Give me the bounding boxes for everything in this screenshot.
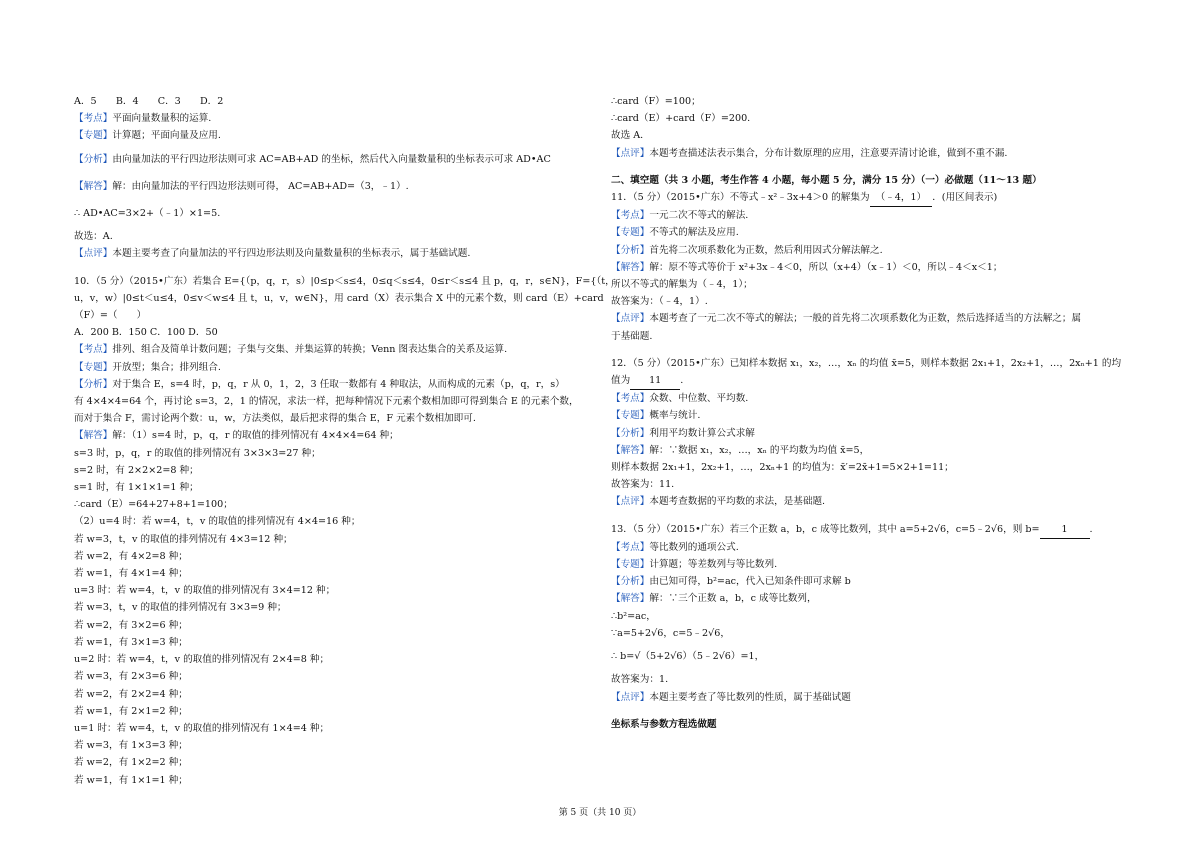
line-text: 若 w=1，有 4×1=4 种；: [74, 568, 188, 580]
text-line: [74, 531, 596, 548]
text-line: [611, 93, 1131, 110]
line-text: 13．（5 分）（2015•广东）若三个正数 a，b，c 成等比数列，其中 a=5+2√6，c=5﹣2√6，则 b=: [611, 523, 1040, 535]
line-text: s=3 时，p，q，r 的取值的排列情况有 3×3×3=27 种；: [74, 447, 321, 459]
section-tag: 【解答】: [74, 180, 113, 192]
text-line: [74, 686, 596, 703]
line-text-tail: .: [680, 375, 684, 387]
line-text: ∴ b=√（5+2√6）（5﹣2√6）=1，: [611, 651, 765, 663]
line-text: 若 w=3，t，v 的取值的排列情况有 3×3=9 种；: [74, 602, 287, 614]
line-text: 11．（5 分）（2015•广东）不等式﹣x²﹣3x+4＞0 的解集为: [611, 192, 870, 204]
line-text: 等比数列的通项公式.: [649, 541, 739, 553]
text-line: [74, 151, 596, 168]
text-line: [611, 476, 1131, 493]
text-line: [611, 259, 1131, 276]
text-line: [611, 689, 1131, 706]
line-text: 故答案为：（﹣4，1）.: [611, 296, 708, 308]
text-line: [74, 324, 596, 341]
text-line: [611, 608, 1131, 625]
line-text: 一元二次不等式的解法.: [649, 210, 749, 222]
line-text: 平面向量数量积的运算.: [112, 113, 212, 125]
text-line: [74, 273, 615, 290]
text-line: [74, 651, 596, 668]
text-line: [611, 293, 1131, 310]
line-text: （F）=（ ）: [74, 310, 147, 322]
spacer: [74, 195, 596, 205]
line-text: ∴b²=ac，: [611, 610, 656, 622]
line-text: 本题主要考查了等比数列的性质，属于基础试题: [649, 691, 851, 703]
text-line: [74, 127, 596, 144]
line-text-tail: .: [1089, 523, 1093, 535]
line-text: 若 w=2，有 2×2=4 种；: [74, 688, 188, 700]
line-text: 解：∵数据 x₁，x₂，…，xₙ 的平均数为均值 x̄=5，: [649, 444, 870, 456]
text-line: [611, 372, 1131, 390]
line-text: 若 w=3，有 2×3=6 种；: [74, 671, 188, 683]
section-tag: 【分析】: [611, 576, 650, 588]
line-text: 解：由向量加法的平行四边形法则可得， AC=AB+AD=（3，﹣1）.: [112, 180, 409, 192]
text-line: [611, 328, 1131, 345]
line-text: 若 w=2，有 1×2=2 种；: [74, 757, 188, 769]
line-text: ∴card（E）+card（F）=200.: [611, 113, 751, 125]
line-text: 故答案为：1.: [611, 674, 669, 686]
line-text: u=2 时：若 w=4，t，v 的取值的排列情况有 2×4=8 种；: [74, 654, 330, 666]
text-line: [611, 625, 1131, 642]
section-tag: 【专题】: [611, 559, 650, 571]
answer-blank: （﹣4，1）: [870, 189, 933, 207]
text-line: [74, 617, 596, 634]
line-text: 解：（1）s=4 时，p，q，r 的取值的排列情况有 4×4×4=64 种；: [112, 430, 399, 442]
line-text: 本题考查了一元二次不等式的解法；一般的首先将二次项系数化为正数，然后选择适当的方法解之；属: [649, 313, 1082, 325]
line-text: 若 w=3，有 1×3=3 种；: [74, 740, 188, 752]
spacer: [611, 706, 1131, 716]
line-text: 排列、组合及简单计数问题；子集与交集、并集运算的转换；Venn 图表达集合的关系及运算.: [112, 344, 508, 356]
text-line: [74, 307, 596, 324]
text-line: [611, 242, 1131, 259]
line-text: 则样本数据 2x₁+1，2x₂+1，…，2xₙ+1 的均值为：x̄′=2x̄+1=5×2+1=11；: [611, 462, 954, 474]
text-line: [611, 407, 1131, 424]
spacer: [611, 511, 1131, 521]
line-text: 值为: [611, 375, 631, 387]
section-tag: 【解答】: [611, 593, 650, 605]
text-line: [74, 178, 596, 195]
text-line: [611, 493, 1131, 510]
line-text: ∴card（F）=100；: [611, 96, 701, 107]
text-line: [611, 276, 1131, 293]
text-line: [611, 189, 1131, 207]
section-tag: 【专题】: [74, 130, 113, 142]
section-tag: 【点评】: [611, 313, 650, 325]
line-text: 故选 A.: [611, 130, 644, 142]
text-line: [611, 442, 1131, 459]
text-line: [611, 671, 1131, 688]
section-tag: 【点评】: [611, 496, 650, 508]
line-text: 若 w=2，有 4×2=8 种；: [74, 550, 188, 562]
line-text: 计算题；等差数列与等比数列.: [649, 559, 778, 571]
section-tag: 【分析】: [74, 378, 113, 390]
section-tag: 【考点】: [74, 113, 113, 125]
text-line: [74, 754, 596, 771]
line-text: u，v，w）|0≤t＜u≤4，0≤v＜w≤4 且 t，u，v，w∈N}，用 card（X）表示集合 X 中的元素个数，则 card（E）+card: [74, 292, 604, 304]
line-text: 故选：A.: [74, 231, 113, 243]
section-tag: 【专题】: [611, 227, 650, 239]
line-text: 二、填空题（共 3 小题，考生作答 4 小题，每小题 5 分，满分 15 分）（一）必做题（11～13 题）: [611, 174, 1042, 186]
spacer: [611, 162, 1131, 172]
text-line: [611, 573, 1131, 590]
line-text: 而对于集合 F，需讨论两个数：u，w，方法类似，最后把求得的集合 E，F 元素个数相加即可.: [74, 413, 476, 425]
page-footer: 第 5 页（共 10 页）: [558, 808, 642, 818]
section-tag: 【分析】: [611, 427, 650, 439]
text-line: [74, 376, 596, 393]
line-text: 对于集合 E，s=4 时，p，q，r 从 0，1，2，3 任取一数都有 4 种取法，从而构成的元素（p，q，r，s）: [112, 378, 565, 390]
line-text: 不等式的解法及应用.: [649, 227, 739, 239]
section-tag: 【考点】: [611, 210, 650, 222]
line-text: s=2 时，有 2×2×2=8 种；: [74, 464, 199, 476]
section-tag: 【考点】: [74, 344, 113, 356]
left-column: [74, 93, 615, 789]
text-line: [74, 513, 596, 530]
line-text: 故答案为：11.: [611, 479, 675, 491]
line-text: 本题考查描述法表示集合，分布计数原理的应用，注意要弄清讨论谁，做到不重不漏.: [649, 147, 1008, 159]
section-heading: [611, 716, 1131, 733]
text-line: [611, 224, 1131, 241]
text-line: [611, 207, 1131, 224]
text-line: [74, 228, 596, 245]
text-line: [74, 393, 596, 410]
line-text: A．5 B．4 C．3 D．2: [74, 96, 224, 107]
line-text: 若 w=1，有 1×1=1 种；: [74, 774, 188, 786]
section-tag: 【点评】: [611, 691, 650, 703]
line-text: 首先将二次项系数化为正数，然后利用因式分解法解之.: [649, 244, 883, 256]
line-text: （2）u=4 时：若 w=4，t，v 的取值的排列情况有 4×4=16 种；: [74, 516, 361, 528]
line-text: 解：∵三个正数 a，b，c 成等比数列，: [649, 593, 817, 605]
text-line: [74, 462, 596, 479]
text-line: [74, 496, 596, 513]
spacer: [74, 263, 596, 273]
section-tag: 【解答】: [74, 430, 113, 442]
text-line: [611, 539, 1131, 556]
section-tag: 【考点】: [611, 541, 650, 553]
text-line: [74, 582, 596, 599]
line-text: 解：原不等式等价于 x²+3x﹣4＜0，所以（x+4）（x﹣1）＜0，所以﹣4＜x＜1；: [649, 261, 1003, 273]
line-text: 于基础题.: [611, 330, 653, 342]
line-text: 10．（5 分）（2015•广东）若集合 E={（p，q，r，s）|0≤p＜s≤4，0≤q＜s≤4，0≤r＜s≤4 且 p，q，r，s∈N}，F={（t，: [74, 275, 615, 287]
text-line: [74, 427, 596, 444]
section-tag: 【点评】: [611, 147, 650, 159]
text-line: [611, 556, 1131, 573]
line-text: 众数、中位数、平均数.: [649, 393, 749, 405]
line-text: 若 w=1，有 3×1=3 种；: [74, 636, 188, 648]
text-line: [74, 110, 596, 127]
text-line: [74, 703, 596, 720]
text-line: [74, 359, 596, 376]
line-text: 若 w=1，有 2×1=2 种；: [74, 705, 188, 717]
text-line: [611, 355, 1131, 372]
line-text: 利用平均数计算公式求解: [649, 427, 755, 439]
section-tag: 【分析】: [74, 153, 113, 165]
section-tag: 【专题】: [611, 410, 650, 422]
line-text: 若 w=3，t，v 的取值的排列情况有 4×3=12 种；: [74, 533, 293, 545]
line-text: 由已知可得，b²=ac，代入已知条件即可求解 b: [649, 576, 851, 588]
line-text: u=1 时：若 w=4，t，v 的取值的排列情况有 1×4=4 种；: [74, 722, 330, 734]
line-text: 由向量加法的平行四边形法则可求 AC=AB+AD 的坐标，然后代入向量数量积的坐标表示可求 AD•AC: [112, 153, 551, 165]
text-line: [74, 445, 596, 462]
line-text: A．200 B．150 C．100 D．50: [74, 327, 218, 339]
section-tag: 【考点】: [611, 393, 650, 405]
section-tag: 【专题】: [74, 361, 113, 373]
line-text: 概率与统计.: [649, 410, 701, 422]
line-text: ∴card（E）=64+27+8+1=100；: [74, 499, 233, 511]
spacer: [611, 345, 1131, 355]
line-text: 所以不等式的解集为（﹣4，1）；: [611, 279, 753, 291]
line-text: 计算题；平面向量及应用.: [112, 130, 221, 142]
text-line: [74, 772, 596, 789]
text-line: [74, 599, 596, 616]
text-line: [74, 205, 596, 222]
line-text: 坐标系与参数方程选做题: [611, 718, 717, 730]
spacer: [74, 168, 596, 178]
section-tag: 【解答】: [611, 444, 650, 456]
text-line: [611, 425, 1131, 442]
text-line: [611, 590, 1131, 607]
text-line: [74, 737, 596, 754]
text-line: [74, 668, 596, 685]
line-text: ∴ AD•AC=3×2+（﹣1）×1=5.: [74, 208, 221, 220]
line-text: 12．（5 分）（2015•广东）已知样本数据 x₁，x₂，…，xₙ 的均值 x̄=5，则样本数据 2x₁+1，2x₂+1，…，2xₙ+1 的均: [611, 357, 1122, 369]
text-line: [611, 521, 1131, 539]
text-line: [74, 548, 596, 565]
line-text: 本题考查数据的平均数的求法，是基础题.: [649, 496, 826, 508]
line-text: u=3 时：若 w=4，t，v 的取值的排列情况有 3×4=12 种；: [74, 585, 336, 597]
section-tag: 【分析】: [611, 244, 650, 256]
text-line: [74, 479, 596, 496]
answer-blank: 11: [630, 372, 680, 390]
text-line: [74, 565, 596, 582]
text-line: [611, 390, 1131, 407]
text-line: [74, 410, 596, 427]
line-text: ∵a=5+2√6，c=5﹣2√6，: [611, 627, 730, 639]
line-text: s=1 时，有 1×1×1=1 种；: [74, 482, 199, 494]
text-line: [74, 245, 596, 262]
text-line: [74, 290, 604, 307]
text-line: [74, 341, 596, 358]
line-text-tail: ．(用区间表示): [932, 192, 998, 204]
line-text: 有 4×4×4=64 个，再讨论 s=3，2，1 的情况，求法一样，把每种情况下元素个数相加即可得到集合 E 的元素个数，: [74, 396, 579, 408]
text-line: [611, 145, 1131, 162]
text-line: [74, 93, 596, 110]
text-line: [611, 459, 1131, 476]
text-line: [611, 310, 1131, 327]
line-text: 本题主要考查了向量加法的平行四边形法则及向量数量积的坐标表示，属于基础试题.: [112, 248, 471, 260]
answer-blank: 1: [1040, 521, 1090, 539]
text-line: [611, 127, 1131, 144]
text-line: [611, 648, 1131, 665]
text-line: [74, 720, 596, 737]
right-column: [611, 93, 1131, 733]
text-line: [74, 634, 596, 651]
text-line: [611, 110, 1131, 127]
section-heading: [611, 172, 1131, 189]
line-text: 若 w=2，有 3×2=6 种；: [74, 619, 188, 631]
line-text: 开放型；集合；排列组合.: [112, 361, 221, 373]
section-tag: 【点评】: [74, 248, 113, 260]
section-tag: 【解答】: [611, 261, 650, 273]
